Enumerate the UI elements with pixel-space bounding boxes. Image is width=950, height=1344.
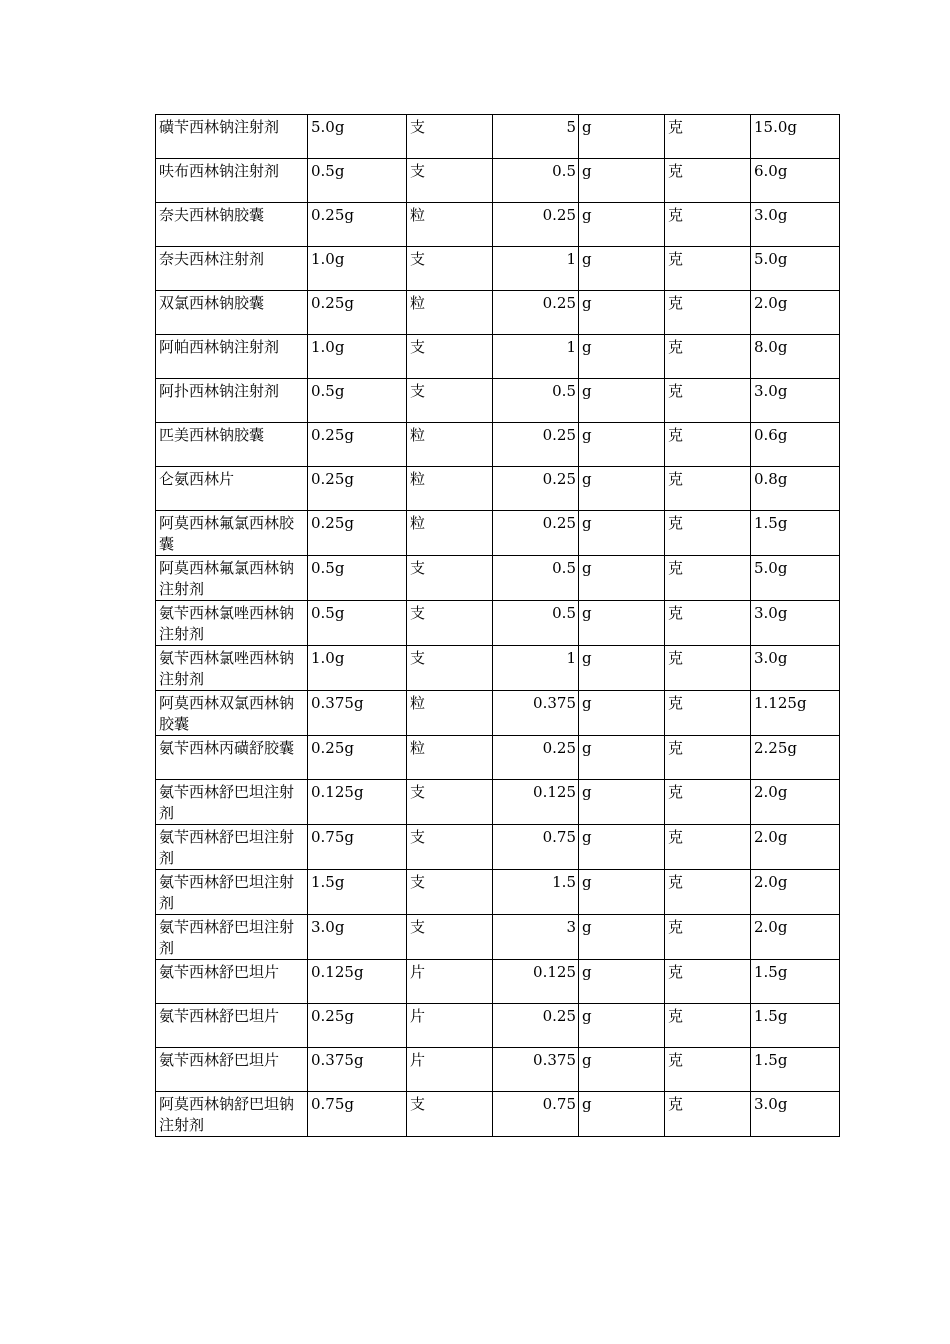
specification-cell: 1.0g [308,646,407,691]
specification-cell: 0.5g [308,601,407,646]
table-row [156,115,840,159]
ddd-unit-cell: 克 [665,1048,751,1092]
drug-name-cell: 氨苄西林舒巴坦注射剂 [156,870,308,915]
amount-unit-cell: g [579,511,665,556]
drug-name-cell: 氨苄西林氯唑西林钠注射剂 [156,646,308,691]
specification-cell: 0.25g [308,736,407,780]
specification-cell: 0.25g [308,511,407,556]
package-unit-cell: 支 [407,601,493,646]
specification-cell: 0.75g [308,1092,407,1137]
ddd-value-cell: 3.0g [751,1092,840,1137]
table-row [156,780,840,825]
specification-cell: 0.375g [308,691,407,736]
amount-unit-cell: g [579,960,665,1004]
package-unit-cell: 支 [407,335,493,379]
drug-name-cell: 氨苄西林舒巴坦注射剂 [156,825,308,870]
drug-name-cell: 奈夫西林注射剂 [156,247,308,291]
ddd-value-cell: 5.0g [751,247,840,291]
ddd-unit-cell: 克 [665,247,751,291]
amount-cell: 5 [493,115,579,159]
amount-unit-cell: g [579,379,665,423]
amount-cell: 0.5 [493,159,579,203]
ddd-value-cell: 3.0g [751,203,840,247]
drug-name-cell: 阿莫西林氟氯西林胶囊 [156,511,308,556]
ddd-unit-cell: 克 [665,825,751,870]
specification-cell: 0.25g [308,203,407,247]
package-unit-cell: 粒 [407,736,493,780]
amount-cell: 0.125 [493,780,579,825]
ddd-value-cell: 1.5g [751,511,840,556]
package-unit-cell: 支 [407,379,493,423]
package-unit-cell: 片 [407,960,493,1004]
specification-cell: 0.5g [308,556,407,601]
package-unit-cell: 粒 [407,511,493,556]
package-unit-cell: 支 [407,159,493,203]
amount-cell: 0.25 [493,1004,579,1048]
table-row [156,825,840,870]
drug-name-cell: 氨苄西林丙磺舒胶囊 [156,736,308,780]
amount-cell: 0.25 [493,736,579,780]
amount-cell: 0.75 [493,825,579,870]
package-unit-cell: 片 [407,1048,493,1092]
specification-cell: 3.0g [308,915,407,960]
specification-cell: 0.25g [308,467,407,511]
ddd-unit-cell: 克 [665,556,751,601]
drug-name-cell: 阿帕西林钠注射剂 [156,335,308,379]
ddd-unit-cell: 克 [665,736,751,780]
amount-cell: 3 [493,915,579,960]
specification-cell: 0.5g [308,159,407,203]
package-unit-cell: 支 [407,115,493,159]
drug-name-cell: 奈夫西林钠胶囊 [156,203,308,247]
amount-unit-cell: g [579,115,665,159]
specification-cell: 1.0g [308,247,407,291]
table-row [156,601,840,646]
package-unit-cell: 粒 [407,691,493,736]
amount-cell: 0.25 [493,511,579,556]
package-unit-cell: 粒 [407,291,493,335]
ddd-value-cell: 2.0g [751,870,840,915]
amount-unit-cell: g [579,1004,665,1048]
ddd-unit-cell: 克 [665,915,751,960]
package-unit-cell: 支 [407,870,493,915]
table-row [156,646,840,691]
ddd-unit-cell: 克 [665,601,751,646]
table-row [156,1092,840,1137]
drug-name-cell: 仑氨西林片 [156,467,308,511]
ddd-unit-cell: 克 [665,646,751,691]
amount-unit-cell: g [579,159,665,203]
ddd-value-cell: 2.0g [751,825,840,870]
package-unit-cell: 支 [407,556,493,601]
table-row [156,736,840,780]
specification-cell: 0.25g [308,1004,407,1048]
ddd-value-cell: 2.0g [751,291,840,335]
ddd-value-cell: 0.8g [751,467,840,511]
amount-cell: 0.375 [493,1048,579,1092]
ddd-unit-cell: 克 [665,691,751,736]
amount-cell: 0.375 [493,691,579,736]
amount-unit-cell: g [579,825,665,870]
table-row [156,511,840,556]
drug-name-cell: 阿莫西林氟氯西林钠注射剂 [156,556,308,601]
ddd-value-cell: 1.125g [751,691,840,736]
package-unit-cell: 粒 [407,203,493,247]
table-row [156,203,840,247]
drug-name-cell: 呋布西林钠注射剂 [156,159,308,203]
ddd-unit-cell: 克 [665,203,751,247]
amount-cell: 1.5 [493,870,579,915]
amount-cell: 0.5 [493,556,579,601]
table-row [156,870,840,915]
ddd-unit-cell: 克 [665,780,751,825]
amount-unit-cell: g [579,691,665,736]
amount-cell: 0.5 [493,379,579,423]
table-row [156,247,840,291]
drug-dosage-table [155,114,840,1137]
amount-unit-cell: g [579,780,665,825]
package-unit-cell: 粒 [407,423,493,467]
table-row [156,915,840,960]
table-row [156,159,840,203]
package-unit-cell: 支 [407,247,493,291]
specification-cell: 5.0g [308,115,407,159]
table-row [156,556,840,601]
table-row [156,335,840,379]
ddd-value-cell: 2.0g [751,915,840,960]
amount-unit-cell: g [579,915,665,960]
amount-cell: 0.75 [493,1092,579,1137]
ddd-value-cell: 5.0g [751,556,840,601]
ddd-unit-cell: 克 [665,291,751,335]
ddd-unit-cell: 克 [665,870,751,915]
ddd-value-cell: 1.5g [751,1004,840,1048]
package-unit-cell: 片 [407,1004,493,1048]
ddd-value-cell: 3.0g [751,379,840,423]
drug-name-cell: 氨苄西林舒巴坦注射剂 [156,915,308,960]
drug-name-cell: 氨苄西林舒巴坦片 [156,1004,308,1048]
table-row [156,423,840,467]
amount-unit-cell: g [579,291,665,335]
ddd-unit-cell: 克 [665,467,751,511]
ddd-unit-cell: 克 [665,1004,751,1048]
amount-cell: 1 [493,646,579,691]
specification-cell: 0.5g [308,379,407,423]
table-row [156,379,840,423]
amount-cell: 0.5 [493,601,579,646]
amount-unit-cell: g [579,423,665,467]
amount-unit-cell: g [579,1092,665,1137]
ddd-value-cell: 0.6g [751,423,840,467]
amount-unit-cell: g [579,556,665,601]
amount-unit-cell: g [579,736,665,780]
ddd-unit-cell: 克 [665,423,751,467]
table-row [156,291,840,335]
amount-unit-cell: g [579,870,665,915]
drug-name-cell: 磺苄西林钠注射剂 [156,115,308,159]
ddd-unit-cell: 克 [665,511,751,556]
drug-name-cell: 氨苄西林氯唑西林钠注射剂 [156,601,308,646]
specification-cell: 1.5g [308,870,407,915]
drug-name-cell: 双氯西林钠胶囊 [156,291,308,335]
ddd-value-cell: 8.0g [751,335,840,379]
drug-name-cell: 氨苄西林舒巴坦注射剂 [156,780,308,825]
amount-cell: 0.25 [493,423,579,467]
amount-unit-cell: g [579,335,665,379]
amount-unit-cell: g [579,247,665,291]
ddd-value-cell: 1.5g [751,1048,840,1092]
specification-cell: 0.375g [308,1048,407,1092]
ddd-value-cell: 3.0g [751,646,840,691]
ddd-value-cell: 2.0g [751,780,840,825]
ddd-value-cell: 2.25g [751,736,840,780]
ddd-value-cell: 1.5g [751,960,840,1004]
drug-name-cell: 氨苄西林舒巴坦片 [156,960,308,1004]
package-unit-cell: 支 [407,1092,493,1137]
drug-name-cell: 氨苄西林舒巴坦片 [156,1048,308,1092]
amount-unit-cell: g [579,467,665,511]
specification-cell: 0.25g [308,423,407,467]
package-unit-cell: 支 [407,825,493,870]
drug-name-cell: 阿莫西林钠舒巴坦钠注射剂 [156,1092,308,1137]
table-row [156,691,840,736]
drug-name-cell: 阿莫西林双氯西林钠胶囊 [156,691,308,736]
specification-cell: 0.75g [308,825,407,870]
drug-name-cell: 匹美西林钠胶囊 [156,423,308,467]
ddd-unit-cell: 克 [665,960,751,1004]
table-body [156,115,840,1137]
ddd-unit-cell: 克 [665,379,751,423]
table-row [156,1004,840,1048]
drug-name-cell: 阿扑西林钠注射剂 [156,379,308,423]
package-unit-cell: 粒 [407,467,493,511]
amount-cell: 0.25 [493,467,579,511]
package-unit-cell: 支 [407,780,493,825]
amount-unit-cell: g [579,646,665,691]
ddd-unit-cell: 克 [665,159,751,203]
amount-cell: 0.25 [493,291,579,335]
amount-unit-cell: g [579,601,665,646]
ddd-value-cell: 6.0g [751,159,840,203]
table-row [156,1048,840,1092]
table-row [156,467,840,511]
specification-cell: 0.125g [308,780,407,825]
ddd-value-cell: 3.0g [751,601,840,646]
amount-cell: 0.25 [493,203,579,247]
specification-cell: 0.125g [308,960,407,1004]
ddd-unit-cell: 克 [665,335,751,379]
package-unit-cell: 支 [407,915,493,960]
ddd-unit-cell: 克 [665,1092,751,1137]
amount-unit-cell: g [579,203,665,247]
amount-cell: 0.125 [493,960,579,1004]
amount-cell: 1 [493,335,579,379]
amount-unit-cell: g [579,1048,665,1092]
ddd-value-cell: 15.0g [751,115,840,159]
amount-cell: 1 [493,247,579,291]
package-unit-cell: 支 [407,646,493,691]
specification-cell: 1.0g [308,335,407,379]
table-row [156,960,840,1004]
specification-cell: 0.25g [308,291,407,335]
ddd-unit-cell: 克 [665,115,751,159]
